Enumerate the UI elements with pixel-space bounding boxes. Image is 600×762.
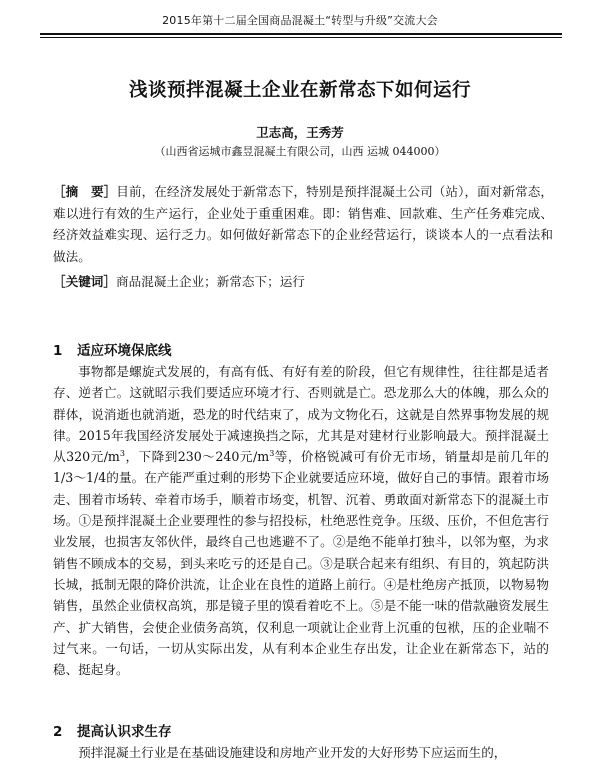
header-rule-thin: [40, 37, 562, 38]
section-1-paragraph: [53, 361, 549, 680]
running-header: 2015年第十二届全国商品混凝土“转型与升级”交流大会: [162, 14, 438, 27]
section-1-text-part2: ，下降到230～240元/m: [124, 449, 270, 465]
section-2-title: 提高认识求生存: [77, 724, 172, 740]
abstract-label: ［摘 要］: [53, 184, 117, 199]
section-2-paragraph: 预拌混凝土行业是在基础设施建设和房地产业开发的大好形势下应运而生的，: [78, 745, 507, 760]
superscript-cubed-2: 3: [269, 449, 275, 458]
paper-title: 浅谈预拌混凝土企业在新常态下如何运行: [128, 80, 471, 101]
keywords: [53, 271, 553, 292]
section-2-number: 2: [53, 724, 63, 740]
keywords-text: 商品混凝土企业；新常态下；运行: [115, 274, 305, 289]
section-1-text-part3: 等，价格锐减可有价无市场，销量却是前几年的1/3～1/4的量。在产能严重过剩的形势下企业就要适应环境，做好自己的事情。跟着市场走、围着市场转、牵着市场手，顺着市场变，机智、沉着、勇敢面对新常态下的混凝土市场。①是预拌混凝土企业要理性的参与招投标，杜绝恶性竞争。压级、压价，不但危害行业发展，也损害友邻伙伴，最终自己也逃避不了。②是绝不能单打独斗，以邻为壑，为求销售不顾成本的交易，到头来吃亏的还是自己。③是联合起来有组织、有目的，筑起防洪长城，抵制无限的降价洪流，让企业在良性的道路上前行。④是杜绝房产抵顶，以物易物销售，虽然企业债权高筑，那是镜子里的馍看着吃不上。⑤是不能一味的借款融资发展生产、扩大销售，会使企业债务高筑，仅利息一项就让企业背上沉重的包袱，压的企业喘不过气来。一句话，一切从实际出发，从有利本企业生存出发，让企业在新常态下，站的稳、挺起身。: [53, 449, 549, 678]
header-rule: [40, 33, 562, 35]
section-1-text-part1: 事物都是螺旋式发展的，有高有低、有好有差的阶段，但它有规律性，往往都是适者存、逆者亡。这就昭示我们要适应环境才行、否则就是亡。恐龙那么大的体魄，那么众的群体，说消逝也就消逝，恐龙的时代结束了，成为文物化石，这就是自然界事物发展的规律。2015年我国经济发展处于减速换挡之际，尤其是对建材行业影响最大。预拌混凝土从320元/m: [53, 364, 549, 465]
section-1-number: 1: [53, 343, 63, 359]
section-2-heading: [53, 720, 172, 740]
section-1-heading: [53, 339, 172, 359]
superscript-cubed: 3: [119, 449, 125, 458]
abstract: [53, 181, 553, 267]
keywords-label: ［关键词］: [53, 274, 116, 289]
section-1-title: 适应环境保底线: [77, 343, 172, 359]
abstract-text: 目前，在经济发展处于新常态下，特别是预拌混凝土公司（站），面对新常态，难以进行有效的生产运行，企业处于重重困难。即：销售难、回款难、生产任务难完成、经济效益难实现、运行乏力。如何做好新常态下的企业经营运行，谈谈本人的一点看法和做法。: [53, 184, 553, 264]
affiliation: （山西省运城市鑫昱混凝土有限公司，山西 运城 044000）: [154, 145, 446, 158]
author-list: 卫志高，王秀芳: [256, 125, 344, 140]
